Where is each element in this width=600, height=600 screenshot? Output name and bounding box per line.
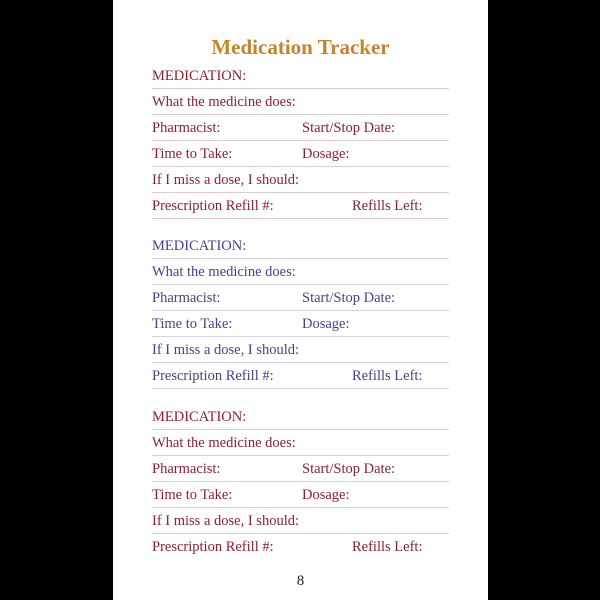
time-to-take-label: Time to Take: bbox=[152, 146, 233, 162]
medication-label: MEDICATION: bbox=[152, 409, 247, 425]
refills-left-label: Refills Left: bbox=[352, 368, 423, 384]
dosage-label: Dosage: bbox=[302, 146, 350, 162]
refill-number-label: Prescription Refill #: bbox=[152, 539, 274, 555]
pharmacist-date-field[interactable] bbox=[152, 284, 449, 311]
medication-label: MEDICATION: bbox=[152, 238, 247, 254]
dosage-label: Dosage: bbox=[302, 316, 350, 332]
pharmacist-label: Pharmacist: bbox=[152, 120, 221, 136]
missed-dose-field[interactable] bbox=[152, 336, 449, 363]
time-to-take-label: Time to Take: bbox=[152, 316, 233, 332]
time-dosage-field[interactable] bbox=[152, 310, 449, 337]
page-title: Medication Tracker bbox=[211, 35, 390, 59]
start-stop-date-label: Start/Stop Date: bbox=[302, 461, 396, 477]
refill-field[interactable] bbox=[152, 362, 449, 389]
refills-left-label: Refills Left: bbox=[352, 198, 423, 214]
purpose-field[interactable] bbox=[152, 88, 449, 115]
missed-dose-field[interactable] bbox=[152, 507, 449, 534]
refill-number-label: Prescription Refill #: bbox=[152, 198, 274, 214]
pharmacist-label: Pharmacist: bbox=[152, 290, 221, 306]
missed-dose-label: If I miss a dose, I should: bbox=[152, 342, 299, 358]
refill-field[interactable] bbox=[152, 533, 449, 559]
refill-number-label: Prescription Refill #: bbox=[152, 368, 274, 384]
time-dosage-field[interactable] bbox=[152, 140, 449, 167]
page-number: 8 bbox=[296, 573, 305, 589]
medication-field[interactable] bbox=[152, 403, 449, 430]
purpose-label: What the medicine does: bbox=[152, 435, 296, 451]
medication-field[interactable] bbox=[152, 232, 449, 259]
dosage-label: Dosage: bbox=[302, 487, 350, 503]
start-stop-date-label: Start/Stop Date: bbox=[302, 290, 396, 306]
refill-field[interactable] bbox=[152, 192, 449, 219]
time-to-take-label: Time to Take: bbox=[152, 487, 233, 503]
pharmacist-date-field[interactable] bbox=[152, 455, 449, 482]
medication-label: MEDICATION: bbox=[152, 68, 247, 84]
document-page bbox=[113, 0, 488, 600]
missed-dose-label: If I miss a dose, I should: bbox=[152, 172, 299, 188]
pharmacist-label: Pharmacist: bbox=[152, 461, 221, 477]
medication-field[interactable] bbox=[152, 62, 449, 89]
purpose-label: What the medicine does: bbox=[152, 264, 296, 280]
purpose-field[interactable] bbox=[152, 429, 449, 456]
time-dosage-field[interactable] bbox=[152, 481, 449, 508]
purpose-label: What the medicine does: bbox=[152, 94, 296, 110]
missed-dose-label: If I miss a dose, I should: bbox=[152, 513, 299, 529]
purpose-field[interactable] bbox=[152, 258, 449, 285]
refills-left-label: Refills Left: bbox=[352, 539, 423, 555]
missed-dose-field[interactable] bbox=[152, 166, 449, 193]
pharmacist-date-field[interactable] bbox=[152, 114, 449, 141]
start-stop-date-label: Start/Stop Date: bbox=[302, 120, 396, 136]
